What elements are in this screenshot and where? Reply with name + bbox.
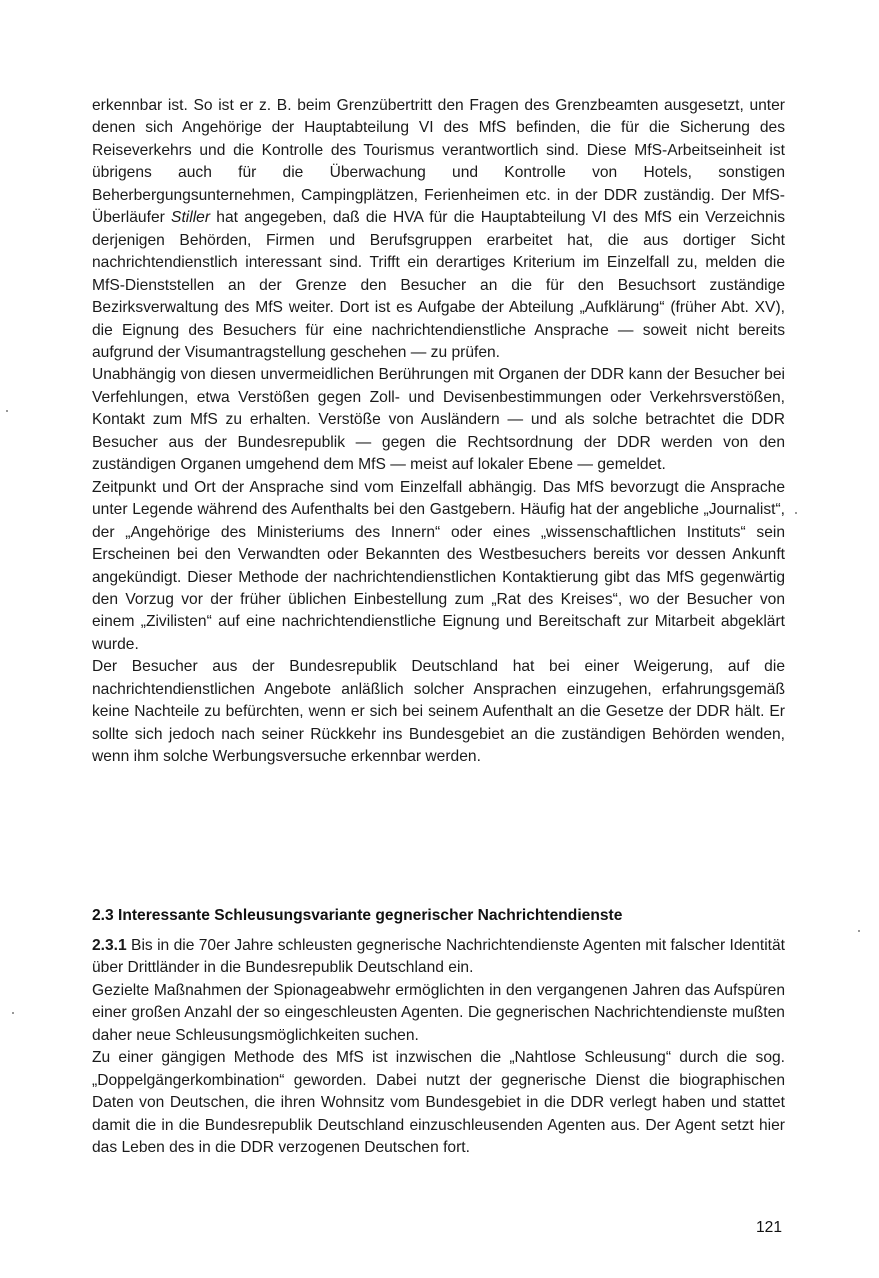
paragraph-text: hat angegeben, daß die HVA für die Hauptabteilung VI des MfS ein Verzeichnis derjenigen Behörden, Firmen und Berufsgruppen erarbeitet hat, die aus dortiger Sicht nachrichtendienstlich interessant sind. Trifft ein derartiges Kriterium im Einzelfall zu, melden die MfS-Dienststellen an der Grenze den Besucher an die für den Besuchsort zuständige Bezirksverwaltung des MfS weiter. Dort ist es Aufgabe der Abteilung „Aufklärung“ (früher Abt. XV), die Eignung des Besuchers für eine nachrichtendienstliche Ansprache — soweit nicht bereits aufgrund der Visumantragstellung geschehen — zu prüfen. (92, 209, 785, 361)
paragraph-3: Zeitpunkt und Ort der Ansprache sind vom Einzelfall abhängig. Das MfS bevorzugt die Ansprache unter Legende während des Aufenthalts bei den Gastgebern. Häufig hat der angebliche „Journalist“, der „Angehörige des Ministeriums des Innern“ oder eines „wissenschaftlichen Instituts“ sein Erscheinen bei den Verwandten oder Bekannten des Westbesuchers bereits vor dessen Ankunft angekündigt. Dieser Methode der nachrichtendienstlichen Kontaktierung gibt das MfS gegenwärtig den Vorzug vor der früher üblichen Einbestellung zum „Rat des Kreises“, wo der Besucher von einem „Zivilisten“ auf eine nachrichtendienstliche Eignung und Bereitschaft zur Mitarbeit abgeklärt wurde. (92, 478, 785, 653)
paragraph-1 (92, 95, 785, 364)
paragraph-2: Unabhängig von diesen unvermeidlichen Berührungen mit Organen der DDR kann der Besucher bei Verfehlungen, etwa Verstößen gegen Zoll- und Devisenbestimmungen oder Verkehrsverstößen, Kontakt zum MfS zu erhalten. Verstöße von Ausländern — und als solche betrachtet die DDR Besucher aus der Bundesrepublik — gegen die Rechtsordnung der DDR werden von den zuständigen Organen umgehend dem MfS — meist auf lokaler Ebene — gemeldet. (92, 366, 785, 474)
emphasized-name: Stiller (171, 209, 211, 227)
paragraph-4: Der Besucher aus der Bundesrepublik Deutschland hat bei einer Weigerung, auf die nachrichtendienstlichen Angebote anläßlich solcher Ansprachen einzugehen, erfahrungsgemäß keine Nachteile zu befürchten, wenn er sich bei seinem Aufenthalt an die Gesetze der DDR hält. Er sollte sich jedoch nach seiner Rückkehr ins Bundesgebiet an die zuständigen Behörden wenden, wenn ihm solche Werbungsversuche erkennbar werden. (92, 658, 785, 766)
section-body (92, 935, 785, 1160)
subsection-number: 2.3.1 (92, 937, 127, 954)
body-text (92, 95, 785, 769)
scan-speck (795, 512, 797, 514)
paragraph-5: Gezielte Maßnahmen der Spionageabwehr ermöglichten in den vergangenen Jahren das Aufspüren einer großen Anzahl der so eingeschleusten Agenten. Die gegnerischen Nachrichtendienste mußten daher neue Schleusungsmöglichkeiten suchen. (92, 981, 785, 1044)
paragraph-text: erkennbar ist. So ist er z. B. beim Grenzübertritt den Fragen des Grenzbeamten ausgesetzt, unter denen sich Angehörige der Hauptabteilung VI des MfS befinden, die für die Sicherung des Reiseverkehrs und die Kontrolle des Tourismus verantwortlich sind. Diese MfS-Arbeitseinheit ist übrigens auch für die Überwachung und Kontrolle von Hotels, sonstigen Beherbergungsunternehmen, Campingplätzen, Ferienheimen etc. in der DDR zuständig. Der MfS-Überläufer (92, 97, 785, 227)
scan-speck (858, 930, 860, 932)
page-number: 121 (755, 1219, 782, 1236)
scan-speck (6, 410, 8, 412)
paragraph-6: Zu einer gängigen Methode des MfS ist inzwischen die „Nahtlose Schleusung“ durch die sog. „Doppelgängerkombination“ geworden. Dabei nutzt der gegnerische Dienst die biographischen Daten von Deutschen, die ihren Wohnsitz vom Bundesgebiet in die DDR verlegt haben und stattet damit die in die Bundesrepublik Deutschland einzuschleusenden Agenten aus. Der Agent setzt hier das Leben des in die DDR verzogenen Deutschen fort. (92, 1049, 785, 1157)
paragraph-text: Bis in die 70er Jahre schleusten gegnerische Nachrichtendienste Agenten mit falscher Identität über Drittländer in die Bundesrepublik Deutschland ein. (92, 937, 785, 977)
section-heading: 2.3 Interessante Schleusungsvariante gegnerischer Nachrichtendienste (92, 907, 623, 924)
scan-speck (12, 1012, 14, 1014)
subsection-paragraph (92, 935, 785, 980)
